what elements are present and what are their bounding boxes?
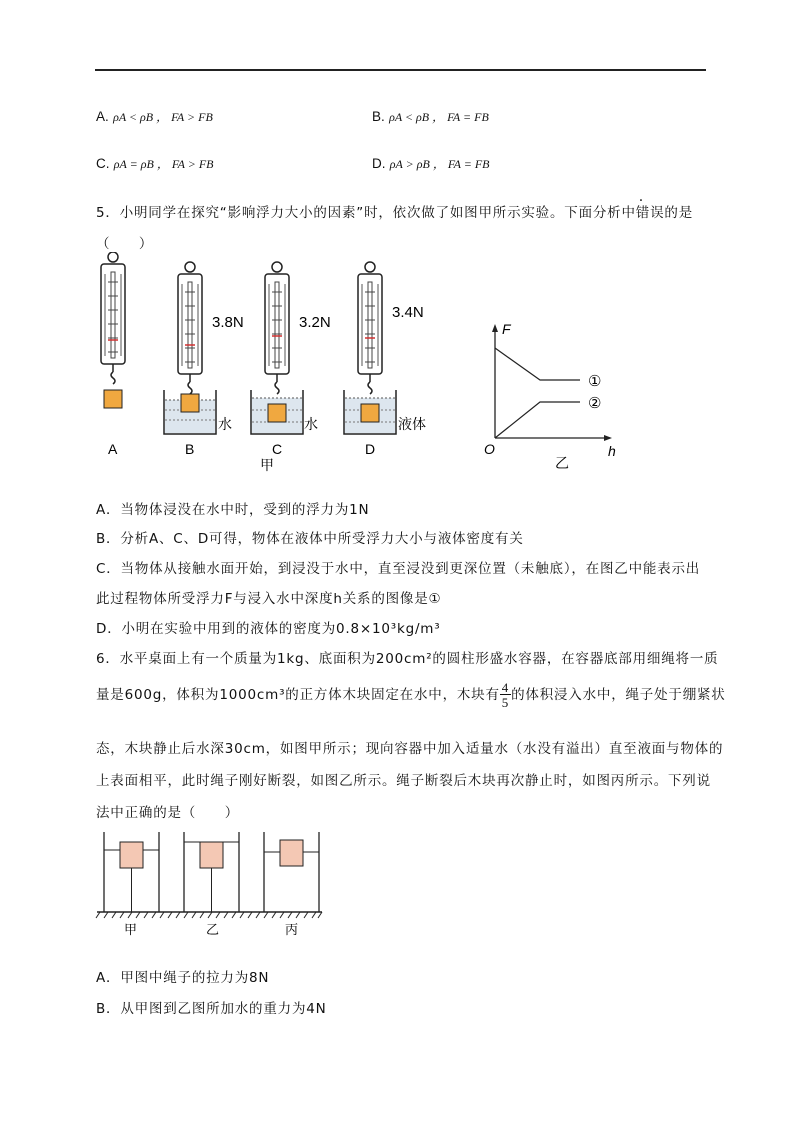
header-rule bbox=[95, 69, 706, 71]
q5-figure-yi bbox=[480, 318, 630, 473]
container-jia bbox=[104, 832, 159, 912]
q4-option-c-formula: ρA = ρB ， FA > FB bbox=[113, 157, 214, 171]
q5-option-c-cont: 此过程物体所受浮力F与浸入水中深度h关系的图像是① bbox=[96, 591, 442, 607]
spring-scale-a bbox=[101, 252, 125, 408]
q5-stem-line2: （ ） bbox=[96, 236, 154, 252]
reading-d: 3.4N bbox=[392, 304, 424, 321]
q6-label-bing: 丙 bbox=[285, 922, 299, 937]
spring-scale-d bbox=[344, 262, 396, 434]
cube-a bbox=[104, 390, 122, 408]
axis-h-label: h bbox=[608, 443, 616, 459]
q6-stem-line3: 态，木块静止后水深30cm，如图甲所示；现向容器中加入适量水（水没有溢出）直至液面与物体的 bbox=[96, 741, 724, 757]
fraction-four-fifths: $\frac{4}{5}$ bbox=[501, 680, 510, 710]
reading-c: 3.2N bbox=[299, 314, 331, 331]
label-c: C bbox=[272, 441, 283, 457]
caption-yi: 乙 bbox=[555, 455, 569, 471]
q6-stem-line5: 法中正确的是（ ） bbox=[96, 805, 239, 821]
q5-option-a: A．当物体浸没在水中时，受到的浮力为1N bbox=[96, 502, 370, 518]
curve-2-label: ② bbox=[588, 395, 602, 412]
spring-scale-b bbox=[164, 262, 216, 434]
q6-label-jia: 甲 bbox=[124, 922, 138, 937]
curve-1-label: ① bbox=[588, 373, 602, 390]
q4-option-d-formula: ρA > ρB ， FA = FB bbox=[389, 157, 490, 171]
liquid-label-c: 水 bbox=[304, 416, 318, 432]
q5-emphasis: 错误 bbox=[635, 205, 665, 221]
reading-b: 3.8N bbox=[212, 314, 244, 331]
liquid-label-b: 水 bbox=[218, 416, 232, 432]
curve-2 bbox=[495, 402, 580, 438]
origin-label: O bbox=[484, 441, 495, 457]
q6-label-yi: 乙 bbox=[206, 922, 220, 937]
q6-option-b: B．从甲图到乙图所加水的重力为4N bbox=[96, 1001, 327, 1017]
container-yi bbox=[184, 832, 239, 912]
q4-option-a-formula: ρA < ρB ， FA > FB bbox=[113, 110, 213, 124]
axis-f-label: F bbox=[502, 321, 511, 337]
q6-option-a: A．甲图中绳子的拉力为8N bbox=[96, 970, 270, 986]
spring-scale-c bbox=[251, 262, 303, 434]
label-b: B bbox=[185, 441, 195, 457]
q5-stem-line1: 5．小明同学在探究“影响浮力大小的因素”时，依次做了如图甲所示实验。下面分析中错误的是 bbox=[96, 205, 693, 221]
q5-figure-jia bbox=[88, 252, 448, 472]
q6-figure bbox=[92, 828, 332, 940]
q6-stem-line1: 6．水平桌面上有一个质量为1kg、底面积为200cm²的圆柱形盛水容器，在容器底部用细绳将一质 bbox=[96, 651, 719, 667]
container-bing bbox=[264, 832, 319, 912]
table-hatch bbox=[96, 912, 322, 918]
q5-option-c: C．当物体从接触水面开始，到浸没于水中，直至浸没到更深位置（未触底），在图乙中能表示出 bbox=[96, 561, 701, 577]
q6-stem-line2: 量是600g，体积为1000cm³的正方体木块固定在水中，木块有 $\frac{4}{5}$ 的体积浸入水中，绳子处于绷紧状 bbox=[96, 680, 726, 710]
curve-1 bbox=[495, 348, 580, 380]
q4-option-a: A. ρA < ρB ， FA > FB bbox=[96, 109, 213, 124]
q4-option-c: C. ρA = ρB ， FA > FB bbox=[96, 156, 214, 171]
label-d: D bbox=[365, 441, 376, 457]
label-a: A bbox=[108, 441, 118, 457]
q5-option-d: D．小明在实验中用到的液体的密度为0.8×10³kg/m³ bbox=[96, 621, 441, 637]
caption-jia: 甲 bbox=[260, 457, 274, 472]
liquid-label-d: 液体 bbox=[398, 416, 426, 432]
q4-option-b: B. ρA < ρB ， FA = FB bbox=[372, 109, 489, 124]
q4-option-b-formula: ρA < ρB ， FA = FB bbox=[389, 110, 489, 124]
q5-option-b: B．分析A、C、D可得，物体在液体中所受浮力大小与液体密度有关 bbox=[96, 531, 524, 547]
q6-stem-line4: 上表面相平，此时绳子刚好断裂，如图乙所示。绳子断裂后木块再次静止时，如图丙所示。下列说 bbox=[96, 773, 711, 789]
q4-option-d: D. ρA > ρB ， FA = FB bbox=[372, 156, 490, 171]
